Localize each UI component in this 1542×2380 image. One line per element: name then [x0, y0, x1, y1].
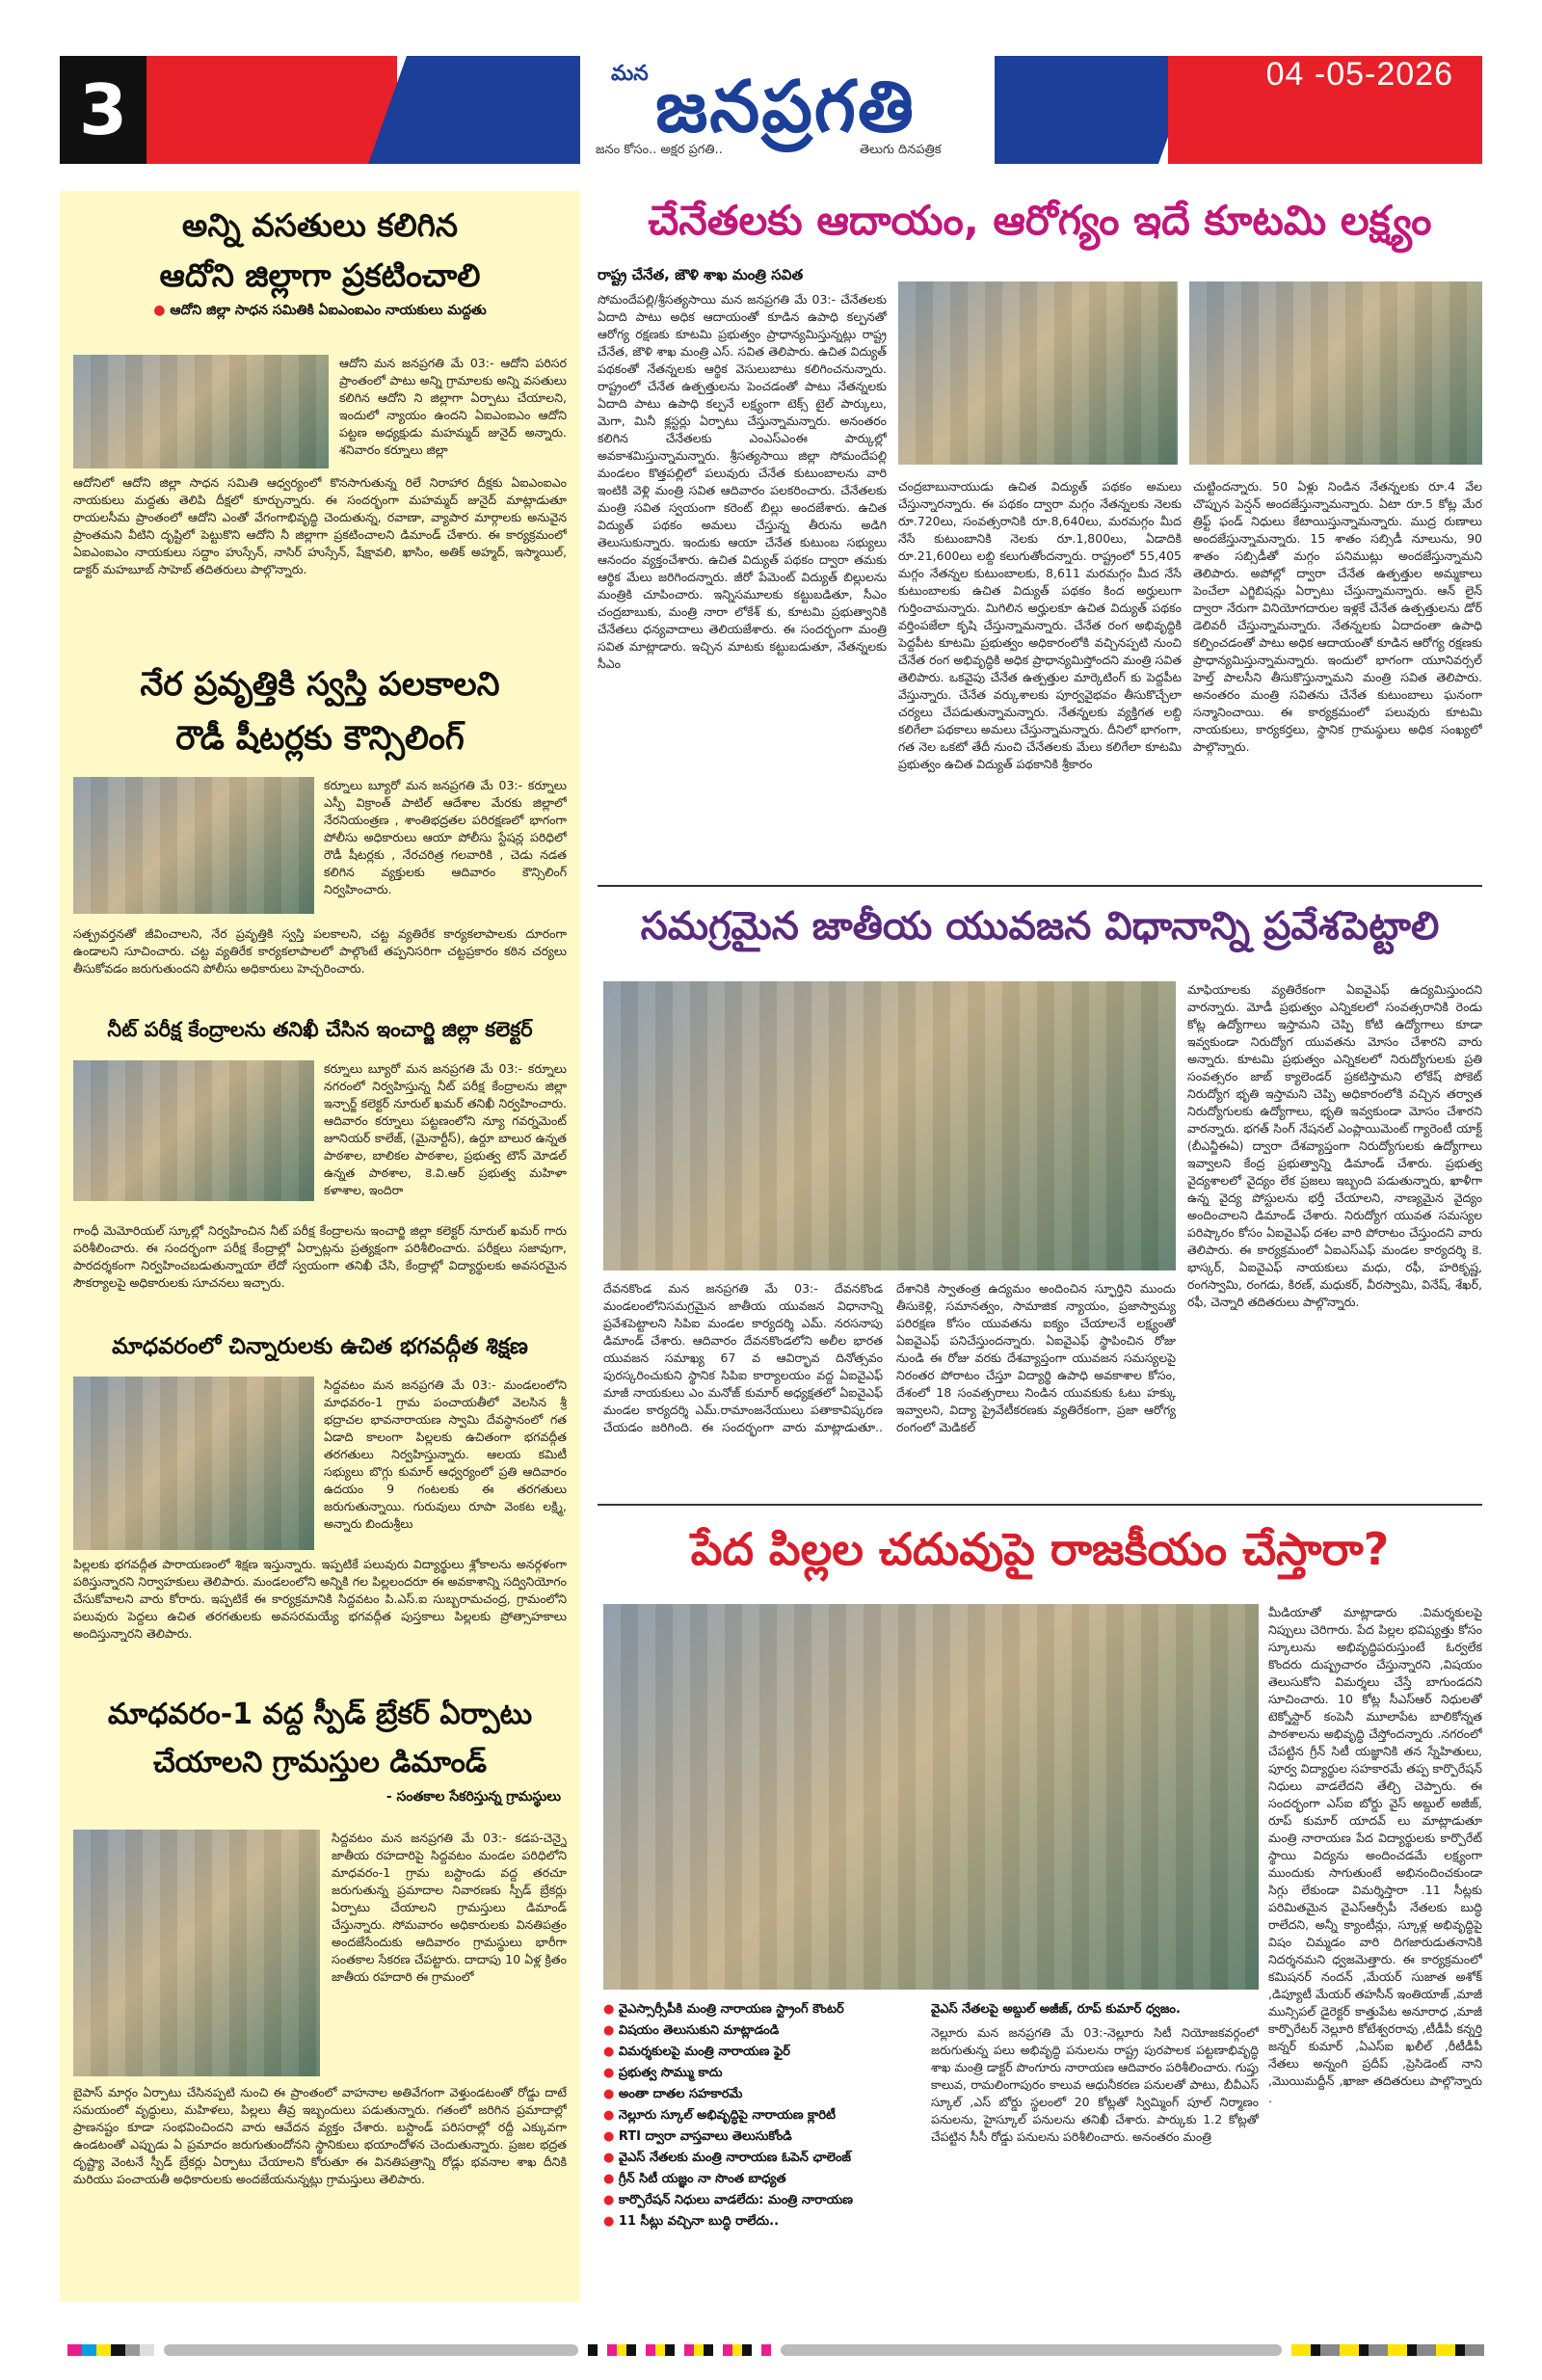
headline: మాధవరంలో చిన్నారులకు ఉచిత భగవద్గీత శిక్షణ: [112, 1334, 528, 1359]
color-bar: [1291, 2344, 1484, 2356]
gray-bar: [781, 2344, 1282, 2356]
masthead: [60, 56, 1482, 164]
article-body: గాంధీ మెమోరియల్ స్కూల్లో నిర్వహించిన నీట్ పరీక్ష కేంద్రాలను ఇంచార్జి జిల్లా కలెక్టర్ నూరుల్ ఖమర్ గారు పరిశీలించారు. ఈ సందర్భంగా పరీక్ష కేంద్రాల్లో ఏర్పాట్లను ప్రత్యక్షంగా పరిశీలించారు. పరీక్షలు సజావుగా, పారదర్శకంగా నిర్వహించబడుతున్నాయా లేదో స్వయంగా తనిఖీ చేసి, కేంద్రాల్లో విద్యార్థులకు అవసరమైన సౌకర్యాలపై అధికారులకు సూచనలు ఇచ్చారు.: [73, 1223, 567, 1290]
story-speed-breaker-demand: [60, 1691, 580, 2308]
news-photo: [603, 981, 1176, 1270]
headline: అన్ని వసతులు కలిగిన: [181, 206, 459, 244]
headline: పేద పిల్లల చదువుపై రాజకీయం చేస్తారా?: [690, 1523, 1390, 1575]
article-body: సత్ప్రవర్తనతో జీవించాలని, నేర ప్రవృత్తికి స్వస్తి పలకాలని, చట్ట వ్యతిరేక కార్యకలాపాలకు దూరంగా ఉండాలని సూచించారు. చట్ట వ్యతిరేక కార్యకలాపాలలో పాల్గొంటే తప్పనిసరిగా చట్టప్రకారం కఠిన చర్యలు తీసుకోవడం జరుగుతుందని పోలీసు అధికారులు హెచ్చరించారు.: [73, 926, 567, 976]
article-body: పిల్లలకు భగవద్గీత పారాయణంలో శిక్షణ ఇస్తున్నారు. ఇప్పటికే పలువురు విద్యార్థులు శ్లోకాలను అనర్గళంగా పఠిస్తున్నారని నిర్వాహకులు తెలిపారు. మండలంలోని అన్నికి గల పిల్లలందరూ ఈ అవకాశాన్ని సద్వినియోగం చేసుకోవాలని వారు కోరారు. ఇప్పటికే ఈ కార్యక్రమానికి సిద్దవటం పి.ఎస్.ఐ సుబ్బరామచంద్ర, గ్రామంలోని పలువురు పెద్దలు ఉచిత తరగతులకు అవసరమయ్యే భగవద్గీత పుస్తకాలు పిల్లలకు ప్రోత్సాహకాలు అందిస్తున్నారని తెలిపారు.: [73, 1557, 567, 1641]
story-bhagavadgita-training: [60, 1328, 580, 1752]
key-point: ● 11 సీట్లు వచ్చినా బుద్ధి రాలేదు..: [603, 2214, 780, 2229]
key-point: ● కార్పొరేషన్ నిధులు వాడలేదు: మంత్రి నారాయణ: [603, 2193, 854, 2207]
key-point: ● RTI ద్వారా వాస్తవాలు తెలుసుకోండి: [603, 2129, 792, 2144]
key-point: ● వైఎస్ నేతలకు మంత్రి నారాయణ ఓపెన్ ఛాలెంజ్: [603, 2151, 852, 2165]
article-body: ఆదోని మన జనప్రగతి మే 03:- ఆదోని పరిసర ప్రాంతంలో పాటు అన్ని గ్రామాలకు అన్ని వసతులు కలిగిన ఆదోని ని జిల్లాగా ఏర్పాటు చేయాలని, ఇందులో న్యాయం ఉందని ఏఐఎంఐఎం ఆదోని పట్టణ అధ్యక్షుడు మహమ్మద్ జునైద్ అన్నారు. శనివారం కర్నూలు జిల్లా: [339, 356, 567, 457]
byline: రాష్ట్ర చేనేత, జౌళి శాఖ మంత్రి సవిత: [598, 266, 804, 283]
article-body: సోమందేపల్లి/శ్రీసత్యసాయి మన జనప్రగతి మే 03:- చేనేతలకు ఏదాది పాటు అధిక ఆదాయంతో కూడిన ఉపాధి కల్పనతో ఆరోగ్య రక్షణకు కూటమి ప్రభుత్వం ప్రాధాన్యమిస్తున్నట్లు రాష్ట్ర చేనేత, జౌళి శాఖ మంత్రి ఎస్. సవిత తెలిపారు. ఉచిత విద్యుత్ పథకంతో నేతన్నలకు ఆర్థిక వెసులుబాటు కలిగించనున్నారు. రాష్ట్రంలో చేనేత ఉత్పత్తులను పెంచడంతో పాటు నేతన్నలకు ఏదాది పాటు ఉపాధి కల్పనే లక్ష్యంగా టెక్స్ టైల్ పార్కులు, మెగా, మినీ క్లస్టర్లు ఏర్పాటు చేస్తున్నామన్నారు. అనంతరం కలిగిన చేనేతలకు ఎంఎస్ఎంఈ పార్కుల్లో అవకాశమిస్తున్నామన్నారు. శ్రీసత్యసాయి జిల్లా సోమందేపల్లి మండలం కొత్తపల్లిలో పలువురు చేనేత కుటుంబాలను వారి ఇంటికి వెళ్లి మంత్రి సవిత ఆదివారం పలకరించారు. చేనేతలకు మంత్రి సవిత స్వయంగా కరెంట్ బిల్లు అందజేశారు. ఉచిత విద్యుత్ పథకం అమలు చేస్తున్న తీరును అడిగి తెలుసుకున్నారు. ఇందుకు ఆయా చేనేత కుటుంబ సభ్యులు ఆనందం వ్యక్తంచేశారు. ఉచిత విద్యుత్ పథకం ద్వారా తమకు ఆర్థిక మేలు జరిగిందన్నారు. జీరో పేమెంట్ విద్యుత్ బిల్లులను మంత్రికి చూపించారు. ఇన్నిసమూలకు కట్టుబడితూ, సీఎం చంద్రబాబుకు, మంత్రి నారా లోకేశ్ కు, కూటమి ప్రభుత్వానికి చేనేతలు ధన్యవాదాలు తెలియజేశారు. ఈ సందర్భంగా మంత్రి సవిత మాట్లాడారు. ఇచ్చిన మాటకు కట్టుబడుతూ, నేతన్నలకు సీఎం: [598, 292, 887, 671]
article-youth-policy: [598, 895, 1482, 1492]
news-photo: [73, 777, 314, 914]
logo-tagline: జనం కోసం.. అక్షర ప్రగతి..: [596, 143, 723, 157]
headline: నీట్ పరీక్ష కేంద్రాలను తనిఖీ చేసిన ఇంచార్జి జిల్లా కలెక్టర్: [107, 1018, 533, 1041]
key-point: ● వైఎస్సార్సీపీకి మంత్రి నారాయణ స్ట్రాంగ్ కౌంటర్: [603, 2002, 844, 2017]
section-divider: [598, 885, 1482, 887]
subheadline: - సంతకాల సేకరిస్తున్న గ్రామస్థులు: [386, 1789, 561, 1805]
article-body: నెల్లూరు మన జనప్రగతి మే 03:-నెల్లూరు సిటీ నియోజకవర్గంలో జరుగుతున్న పలు అభివృద్ధి పనులను రాష్ట్ర పురపాలక పట్టణాభివృద్ధి శాఖ మంత్రి డాక్టర్ పొంగూరు నారాయణ ఆదివారం పరిశీలించారు. గుప్తు కాలువ, రామలింగాపురం కాలువ ఆధునీకరణ పనులతో పాటు, బీవీఎస్ స్కూల్ ,ఎస్ బోర్డు స్థలంలో 20 కోట్లతో స్విమ్మింగ్ పూల్ నిర్మాణం పనులను, హైస్కూల్ పనులను తనిఖీ చేశారు. పార్కుకు 1.2 కోట్లతో చేపట్టిన సీసీ రోడ్డు పనులను పరిశీలించారు. అనంతరం మంత్రి: [931, 2025, 1259, 2144]
article-body: చుట్టిందన్నారు. 50 ఏళ్లు నిండిన నేతన్నలకు రూ.4 వేల చొప్పున పెన్షన్ అందజేస్తున్నామన్నారు. ఏటా రూ.5 కోట్ల మేర త్రిఫ్ట్ ఫండ్ నిధులు కేటాయిస్తున్నామన్నారు. ముద్ర రుణాలు అందజేస్తున్నామన్నారు. 15 శాతం సబ్సిడీ నూలును, 90 శాతం సబ్సిడీతో మగ్గం పనిముట్లు అందజేస్తున్నామని తెలిపారు. అపోల్లో ద్వారా చేనేత ఉత్పత్తుల అమ్మకాలు పెంచేలా ఎగ్జిబిషన్లు ఏర్పాటు చేస్తున్నామన్నారు. ఆన్ లైన్ ద్వారా నేరుగా వినియోగదారుల ఇళ్లకే చేనేత ఉత్పత్తులను డోర్ డెలివరీ చేస్తున్నామన్నారు. నేతన్నలకు ఏదాదంతా ఉపాధి కల్పించడంతో పాటు అధిక ఆదాయంతో కూడిన ఆరోగ్య రక్షణకు ప్రాధాన్యమిస్తున్నామన్నారు. ఇందులో భాగంగా యూనివర్సల్ హెల్త్ పాలసీని తీసుకొస్తున్నామని మంత్రి సవిత తెలిపారు. అనంతరం మంత్రి సవితను చేనేత కుటుంబాలు ఘనంగా సన్మానించాయి. ఈ కార్యక్రమంలో పలువురు కూటమి నాయకులు, కార్యకర్తలు, స్థానిక గ్రామస్థులు అధిక సంఖ్యలో పాల్గొన్నారు.: [1193, 479, 1482, 754]
gray-bar: [164, 2344, 578, 2356]
article-body: సిద్దవటం మన జనప్రగతి మే 03:- కడప-చెన్నై జాతీయ రహదారిపై సిద్దవటం మండల పరిధిలోని మాధవరం-1 గ్రామ బస్టాండు వద్ద తరచూ జరుగుతున్న ప్రమాదాల నివారణకు స్పీడ్ బ్రేకర్లు ఏర్పాటు చేయాలని గ్రామస్తులు డిమాండ్ చేస్తున్నారు. సోమవారం అధికారులకు వినతిపత్రం అందజేసేందుకు ఆదివారం గ్రామస్థులు భారీగా సంతకాల సేకరణ చేపట్టారు. దాదాపు 10 ఏళ్ల క్రితం జాతీయ రహదారి ఈ గ్రామంలో: [332, 1831, 567, 1984]
headline: నేర ప్రవృత్తికి స్వస్తి పలకాలని: [140, 665, 500, 704]
headline: సమగ్రమైన జాతీయ యువజన విధానాన్ని ప్రవేశపెట్టాలి: [640, 904, 1440, 949]
news-photo: [73, 1830, 320, 2076]
headline: మాధవరం-1 వద్ద స్పీడ్ బ్రేకర్ ఏర్పాటు: [107, 1698, 533, 1731]
article-handloom: [598, 191, 1482, 885]
page-number: 3: [60, 56, 146, 164]
news-photo: [73, 1377, 314, 1550]
article-body: దేవనకొండ మన జనప్రగతి మే 03:- దేవనకొండ మండలంలోనిసమగ్రమైన జాతీయ యువజన విధానాన్ని ప్రవేశపెట్టాలని సిపిఐ మండల కార్యదర్శి ఎమ్. నరసనాపు డిమాండ్ చేశారు. ఆదివారం దేవనకొండలోని అలీల భారత యువజన సమాఖ్య 67 వ ఆవిర్భావ దినోత్సవం పురస్కరించుకుని స్థానిక సిపిఐ కార్యాలయం వద్ద ఏఐవైఎఫ్ మాజీ నాయకులు ఎం మనోజ్ కుమార్ అధ్యక్షతలో ఏఐవైఎఫ్ మండల కార్యదర్శి ఎమ్.రామాంజనేయులు పతాకావిష్కరణ చేయడం జరిగింది. ఈ సందర్భంగా వారు మాట్లాడుతూ.. దేశానికి స్వాతంత్ర ఉద్యమం అందించిన స్ఫూర్తిని ముందు తీసుకెళ్లి, సమానత్వం, సామాజిక న్యాయం, ప్రజాస్వామ్య పరిరక్షణ కోసం యువతను ఐక్యం చేయాలనే లక్ష్యంతో ఏఐవైఎఫ్ పనిచేస్తుందన్నారు. ఏఐవైఎఫ్ స్థాపించిన రోజు నుండి ఈ రోజు వరకు దేశవ్యాప్తంగా యువజన సమస్యలపై నిరంతర పోరాటం చేస్తూ విద్యార్థి ఉపాధి అవకాశాల కోసం, దేశంలో 18 సంవత్సరాలు నిండిన యువకుకు ఓటు హక్కు ఇవ్వాలని, విద్యా ప్రైవేటీకరణకు వ్యతిరేకంగా, ప్రజా ఆరోగ్య రంగంలో మెడికల్: [603, 1281, 1176, 1434]
news-photo: [73, 355, 329, 468]
subheadline: [60, 303, 580, 321]
article-school-politics: [598, 1513, 1482, 2313]
article-body: మీడియాతో మాట్లాడారు .విమర్శకులపై నిప్పులు చెరిగారు. పేద పిల్లల భవిష్యత్తు కోసం స్కూలును అభివృద్ధిపరుస్తుంటే ఓర్వలేక కొందరు దుష్ప్రచారం చేస్తున్నారని ,విషయం తెలుసుకోని విమర్శలు చేస్తే బాగుండదని సూచించారు. 10 కోట్ల సీఎస్ఆర్ నిధులతో టెక్నోస్టార్ కంపెనీ మూలాపేట బాలికోన్నత పాఠశాలను అభివృద్ధి చేస్తోందన్నారు .నగరంలో చేపట్టిన గ్రీన్ సిటీ యజ్ఞానికి తన స్నేహితులు, పూర్వ విద్యార్థుల సహకారమే తప్ప కార్పొరేషన్ నిధులు వాడలేదని తేల్చి చెప్పారు. ఈ సందర్భంగా ఎస్ఐ బోర్డు వైస్ అబ్దుల్ అజీజ్, రూప్ కుమార్ యాదవ్ లు మాట్లాడుతూ మంత్రి నారాయణ పేద విద్యార్థులకు కార్పొరేట్ స్థాయి విద్యను అందించడమే లక్ష్యంగా ముందుకు సాగుతుంటే అభినందించకుండా సిగ్గు లేకుండా విమర్శిస్తారా .11 సీట్లకు పరిమితమైన వైఎస్ఆర్సీపీ నేతలకు బుద్ధి రాలేదని, అన్నీ క్యాంటీన్లు, స్కూళ్ల అభివృద్ధిపై విషం చిమ్మడం వారి దిగజారుడుతనానికి నిదర్శనమని ధ్వజమెత్తారు. ఈ కార్యక్రమంలో కమిషనర్ నందన్ ,మేయర్ సుజాత అశోక్ ,డిప్యూటీ మేయర్ తహసీన్ ఇంతియాజ్ ,మాజీ మున్సిపల్ డైరెక్టర్ కాత్తుపేట అనూరాధ ,మాజీ కార్పొరేటర్ నెల్లూరి కోటేశ్వరరావు ,టీడీపీ కన్నర్తి జన్నర్ కుమార్ ,ఏఎస్ఐ ఖలీల్ ,రీటీడీపీ నేతలు అన్నంగి ప్రదీప్ ,ప్రెసిడెంట్ నాని ,మొయిమద్దీన్ ,ఖాజా తదితరులు పాల్గొన్నారు .: [1268, 1605, 1482, 2105]
key-point: ● గ్రీన్ సిటీ యజ్ఞం నా సొంత బాధ్యత: [603, 2172, 786, 2186]
key-point: ● విషయం తెలుసుకుని మాట్లాడండి: [603, 2023, 780, 2038]
color-bar: [588, 2344, 771, 2356]
article-body: చంద్రబాబునాయుడు ఉచిత విద్యుత్ పథకం అమలు చేస్తున్నారన్నారు. ఈ పథకం ద్వారా మగ్గం నేతన్నలకు నెలకు రూ.720లు, సంవత్సరానికి రూ.8,640లు, మరమగ్గం మీద నేసే కుటుంబానికి నెలకు రూ.1,800లు, ఏడాదికి రూ.21,600లు లబ్ది కలుగుతోందన్నారు. రాష్ట్రంలో 55,405 మగ్గం నేతన్నల కుటుంబాలకు, 8,611 మరమగ్గం మీద నేసే కుటుంబాలకు ఉచిత విద్యుత్ పథకం కింద అర్హులుగా గుర్తించామన్నారు. మిగిలిన అర్హులకూ ఉచిత విద్యుత్ పథకం వర్తింపజేలా కృషి చేస్తున్నామన్నారు. చేనేత రంగ అభివృద్ధికి పెద్దపీట కూటమి ప్రభుత్వం అధికారంలోకి వచ్చినప్పటి నుంచి చేనేత రంగ అభివృద్ధికి అధిక ప్రాధాన్యమిస్తోందని మంత్రి సవిత తెలిపారు. ఒకవైపు చేనేత ఉత్పత్తుల మార్కెటింగ్ కు పెద్దపీట వేస్తున్నారు. చేనేత వర్కుశాలకు పూర్వవైభవం తీసుకొచ్చేలా చర్యలు చేపడుతున్నామన్నారు. నేతన్నలకు వ్యక్తిగత లబ్ది కలిగేలా పథకాలు అమలు చేస్తున్నామన్నారు. దీనిలో భాగంగా, గత నెల ఒకటో తేదీ నుంచి చేనేతలకు మేలు కలిగేలా కూటమి ప్రభుత్వం ఉచిత విద్యుత్ పథకానికి శ్రీకారం: [898, 479, 1182, 771]
article-body: కర్నూలు బ్యూరో మన జనప్రగతి మే 03:- కర్నూలు ఎస్పీ విక్రాంత్ పాటిల్ ఆదేశాల మేరకు జిల్లాలో నేరనియంత్రణ , శాంతిభద్రతల పరిరక్షణలో భాగంగా పోలీసు అధికారులు ఆయా పోలీసు స్టేషన్ల పరిధిలో రౌడీ షీటర్లకు , నేరచరిత్ర గలవారికి , చెడు నడత కలిగిన వ్యక్తులకు ఆదివారం కౌన్సిలింగ్ నిర్వహించారు.: [324, 778, 567, 896]
headline: ఆదోని జిల్లాగా ప్రకటించాలి: [159, 256, 481, 294]
issue-date: 04 -05-2026: [1265, 56, 1453, 93]
print-registration-strip: [0, 2340, 1542, 2360]
headline: చేయాలని గ్రామస్తుల డిమాండ్: [152, 1746, 488, 1779]
headline: రౌడీ షీటర్లకు కౌన్సిలింగ్: [175, 719, 465, 758]
key-point: ● అంతా దాతల సహకారమే: [603, 2087, 743, 2101]
article-body: మాఫియాలకు వ్యతిరేకంగా ఏఐవైఎఫ్ ఉద్యమిస్తుందని వారన్నారు. మోడీ ప్రభుత్వం ఎన్నికలలో సంవత్సరానికి రెండు కోట్ల ఉద్యోగాలు ఇస్తామని చెప్పి కోటి ఉద్యోగాలు కూడా ఇవ్వకుండా నిరుద్యోగ యువతను మోసం చేశారని వారు అన్నారు. కూటమి ప్రభుత్వం ఎన్నికలలో నిరుద్యోగులకు ప్రతి సంవత్సరం జాబ్ క్యాలెండర్ ప్రకటిస్తామని లోకేష్ పోకెట్ నిరుద్యోగ భృతి ఇస్తామని చెప్పి అధికారంలోకి వచ్చిన తర్వాత నిరుద్యోగులకు ఉద్యోగాలు, భృతి ఇవ్వకుండా మోసం చేశారని వారన్నారు. భగత్ సింగ్ నేషనల్ ఎంప్లాయిమెంట్ గ్యారెంటీ యాక్ట్ (బీఎన్జీఈఏ) ద్వారా దేశవ్యాప్తంగా నిరుద్యోగులకు ఉద్యోగాలు ఇవ్వాలని కేంద్ర ప్రభుత్వాన్ని డిమాండ్ చేశారు. ప్రభుత్వ వైద్యశాలలో వైద్యం లేక ప్రజలు ఇబ్బంది పడుతున్నారు, ఖాళీగా ఉన్న వైద్య పోస్టులను భర్తీ చేయాలని, నాణ్యమైన వైద్యం అందించాలని డిమాండ్ చేశారు. నిరుద్యోగ యువత సమస్యల పరిష్కారం కోసం ఏఐవైఎఫ్ దశల వారి పోరాటం చేస్తుందని వారు తెలిపారు. ఈ కార్యక్రమంలో ఏఐఎస్ఎఫ్ మండల కార్యదర్శి కె. భాస్కర్, ఏఐవైఎఫ్ నాయకులు మధు, రఫీ, హరికృష్ణ, రంగస్వామి, రంగడు, కిరణ్, మధుకర్, వీరస్వామి, వినేష్, శేఖర్, రఫీ, చెన్నారి తదితరులు పాల్గొన్నారు.: [1187, 982, 1482, 1309]
key-points-list: [603, 1999, 921, 2308]
masthead-red-band-left: [108, 56, 397, 164]
bullet-icon: ●: [153, 303, 171, 318]
news-photo: [603, 1604, 1259, 1990]
logo-tagline-language: తెలుగు దినపత్రిక: [860, 143, 942, 157]
article-body: బైపాస్ మార్గం ఏర్పాటు చేసినప్పటి నుంచి ఈ ప్రాంతంలో వాహనాల అతివేగంగా వెళ్తుండటంతో రోడ్డు దాటే సమయంలో వృద్ధులు, మహిళలు, పిల్లలు తీవ్ర ఇబ్బందులు పడుతున్నారు. గతంలో జరిగిన ప్రమాదాల్లో ప్రాణనష్టం కూడా సంభవించిందని వారు ఆవేదన వ్యక్తం చేశారు. బస్టాండ్ పరిసరాల్లో రద్దీ ఎక్కువగా ఉండటంతో ఎప్పుడు ఏ ప్రమాదం జరుగుతుందోనని స్థానికులు భయాందోళన చెందుతున్నారు. ప్రజల భద్రత దృష్ట్యా వెంటనే స్పీడ్ బ్రేకర్లు ఏర్పాటు చేయాలని కోరుతూ ఈ వినతిపత్రాన్ని రోడ్లు భవనాల శాఖ దీనికి మరియు పంచాయతీ అధికారులకు అందజేయనున్నట్లు గ్రామస్తులు తెలిపారు.: [73, 2085, 567, 2186]
color-bar: [67, 2344, 154, 2356]
news-photo: [898, 281, 1178, 465]
key-point: ● విమర్శకులపై మంత్రి నారాయణ ఫైర్: [603, 2045, 790, 2059]
story-adoni-district: [60, 201, 580, 654]
left-column: [60, 191, 580, 2302]
key-point: ● నెల్లూరు స్కూల్ అభివృద్ధిపై నారాయణ క్లారిటీ: [603, 2108, 837, 2123]
headline: చేనేతలకు ఆదాయం, ఆరోగ్యం ఇదే కూటమి లక్ష్యం: [648, 197, 1432, 244]
subheadline-text: ఆదోని జిల్లా సాధన సమితికి ఏఐఎంఐఎం నాయకులు మద్దతు: [170, 303, 487, 318]
logo-prefix: మన: [611, 62, 649, 86]
article-body: కర్నూలు బ్యూరో మన జనప్రగతి మే 03:- కర్నూలు నగరంలో నిర్వహిస్తున్న నీట్ పరీక్ష కేంద్రాలను జిల్లా ఇన్చార్జ్ కలెక్టర్ నూరుల్ ఖమర్ తనిఖీ నిర్వహించారు. ఆదివారం కర్నూలు పట్టణంలోని న్యూ గవర్నమెంట్ జూనియర్ కాలేజ్, (మైనార్టీస్), ఉర్దూ బాలుర ఉన్నత పాఠశాల, బాలికల పాఠశాల, ప్రభుత్వ టౌన్ మోడల్ ఉన్నత పాఠశాల, కె.వి.ఆర్ ప్రభుత్వ మహిళా కళాశాల, ఇందిరా: [324, 1061, 567, 1197]
newspaper-logo: జనప్రగతి: [655, 66, 916, 148]
news-photo: [1189, 281, 1482, 465]
article-body: ఆదోనిలో ఆదోని జిల్లా సాధన సమితి ఆధ్వర్యంలో కొనసాగుతున్న రిలే నిరాహార దీక్షకు ఏఐఎంఐఎం నాయకులు మద్దతు తెలిపి దీక్షలో కూర్చున్నారు. ఈ సందర్భంగా మహమ్మద్ జునైద్ మాట్లాడుతూ రాయలసీమ ప్రాంతంలో ఆదోని ఎంతో వేగంగాభివృద్ధి చెందుతున్న, రవాణా, వ్యాపార మార్గాలకు అనువైన ప్రాంతమని వీటిని దృష్టిలో పెట్టుకొని ఆదోని నీ జిల్లాగా ప్రకటించాలని డిమాండ్ చేశారు. ఈ కార్యక్రమంలో ఏఐఎంఐఎం నాయకులు సద్దాం హుస్సేన్, నాసిర్ హుస్సేన్, షేక్షావలి, ఖాసిం, అతిక్ అహ్మద్, ఇస్మాయిల్, డాక్టర్ మహబూబ్ సాహెబ్ తదితరులు పాల్గొన్నారు.: [73, 475, 567, 576]
article-body: సిద్దవటం మన జనప్రగతి మే 03:- మండలంలోని మాధవరం-1 గ్రామ పంచాయతీలో వెలసిన శ్రీ భద్రాచల భావనారాయణ స్వామి దేవస్థానంలో గత ఏడాది కాలంగా పిల్లలకు ఉచితంగా భగవద్గీత తరగతులు నిర్వహిస్తున్నారు. ఆలయ కమిటీ సభ్యులు బొగ్గు కుమార్ ఆధ్వర్యంలో ప్రతి ఆదివారం ఉదయం 9 గంటలకు ఈ తరగతులు జరుగుతున్నాయి. గురువులు రూపా వెంకట లక్ష్మి, అన్నారు బిందుశ్రీలు: [324, 1377, 567, 1531]
news-photo: [73, 1060, 314, 1201]
section-divider: [598, 1504, 1482, 1506]
photo-caption: వైఎస్ నేతలపై అబ్దుల్ అజీజ్, రూప్ కుమార్ ధ్వజం.: [931, 2002, 1181, 2017]
key-point: ● ప్రభుత్వ సొమ్ము కాదు: [603, 2066, 723, 2080]
